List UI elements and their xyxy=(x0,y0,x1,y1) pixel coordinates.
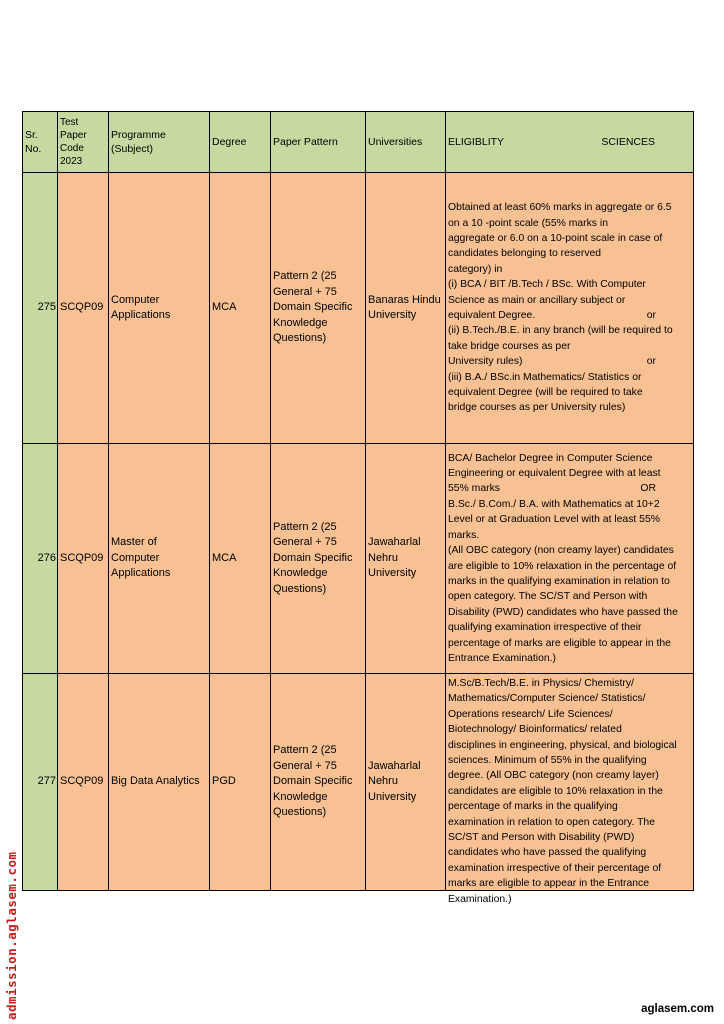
eligibility-line: Level or at Graduation Level with at least 55% xyxy=(448,514,660,526)
eligibility-line: category) in xyxy=(448,263,503,275)
eligibility-connector: or xyxy=(646,356,656,368)
eligibility-line: sciences. Minimum of 55% in the qualifying xyxy=(448,755,647,767)
eligibility-text xyxy=(446,674,694,905)
programme-name: Master of Computer Applications xyxy=(109,444,210,674)
eligibility-line: Engineering or equivalent Degree with at least xyxy=(448,468,661,480)
university: Jawaharlal Nehru University xyxy=(366,444,446,674)
eligibility-connector: or xyxy=(646,310,656,321)
eligibility-line: open category. The SC/ST and Person with xyxy=(448,591,648,603)
eligibility-connector: OR xyxy=(640,483,656,495)
header-sciences-label: SCIENCES xyxy=(601,136,655,148)
eligibility-line: Operations research/ Life Sciences/ xyxy=(448,708,613,720)
eligibility-line: equivalent Degree (will be required to take xyxy=(448,387,643,399)
eligibility-line: M.Sc/B.Tech/B.E. in Physics/ Chemistry/ xyxy=(448,678,634,689)
test-paper-code: SCQP09 xyxy=(58,444,109,674)
eligibility-line: take bridge courses as per xyxy=(448,340,571,352)
university: Jawaharlal Nehru University xyxy=(366,674,446,891)
eligibility-line: on a 10 -point scale (55% marks in xyxy=(448,217,608,229)
paper-pattern: Pattern 2 (25 General + 75 Domain Specific Knowledge Questions) xyxy=(271,173,366,444)
sr-number: 277 xyxy=(23,674,58,891)
eligibility-text xyxy=(446,444,694,674)
header-row xyxy=(23,112,694,173)
eligibility-line: disciplines in engineering, physical, and biological xyxy=(448,739,677,751)
eligibility-line: are eligible to 10% relaxation in the percentage of xyxy=(448,560,677,572)
sr-number: 275 xyxy=(23,173,58,444)
header-paper-pattern: Paper Pattern xyxy=(271,112,366,173)
eligibility-line-text: equivalent Degree. xyxy=(448,310,536,321)
eligibility-line-text: University rules) xyxy=(448,356,523,368)
university: Banaras Hindu University xyxy=(366,173,446,444)
header-programme: Programme (Subject) xyxy=(109,112,210,173)
test-paper-code: SCQP09 xyxy=(58,173,109,444)
eligibility-line: (All OBC category (non creamy layer) candidates xyxy=(448,545,674,557)
eligibility-line: marks in the qualifying examination in relation to xyxy=(448,575,670,587)
eligibility-text xyxy=(446,173,694,444)
eligibility-line-text: 55% marks xyxy=(448,483,500,495)
programme-name: Big Data Analytics xyxy=(109,674,210,891)
eligibility-line: (i) BCA / BIT /B.Tech / BSc. With Computer xyxy=(448,279,646,291)
header-universities: Universities xyxy=(366,112,446,173)
eligibility-line: marks are eligible to appear in the Entrance xyxy=(448,878,649,890)
watermark-text: admission.aglasem.com xyxy=(4,851,19,1020)
eligibility-line: Disability (PWD) candidates who have passed the xyxy=(448,606,678,618)
eligibility-line: candidates belonging to reserved xyxy=(448,248,602,260)
eligibility-line: BCA/ Bachelor Degree in Computer Science xyxy=(448,452,653,464)
programme-name: Computer Applications xyxy=(109,173,210,444)
degree: MCA xyxy=(210,173,271,444)
degree: PGD xyxy=(210,674,271,891)
eligibility-line: Mathematics/Computer Science/ Statistics/ xyxy=(448,693,646,705)
header-eligibility-label: ELIGIBLITY xyxy=(448,136,505,148)
eligibility-line xyxy=(448,481,691,496)
eligibility-line xyxy=(448,354,691,369)
eligibility-line: percentage of marks in the qualifying xyxy=(448,801,618,813)
eligibility-line: (iii) B.A./ BSc.in Mathematics/ Statistics or xyxy=(448,371,642,383)
eligibility-line: degree. (All OBC category (non creamy layer) xyxy=(448,770,659,782)
eligibility-line: SC/ST and Person with Disability (PWD) xyxy=(448,832,635,844)
header-eligibility xyxy=(446,112,694,173)
table-row xyxy=(23,674,694,891)
eligibility-line: Examination.) xyxy=(448,893,512,905)
eligibility-line: examination irrespective of their percentage of xyxy=(448,862,662,874)
footer-brand: aglasem.com xyxy=(641,1003,714,1015)
table-row xyxy=(23,444,694,674)
header-degree: Degree xyxy=(210,112,271,173)
table-row xyxy=(23,173,694,444)
test-paper-code: SCQP09 xyxy=(58,674,109,891)
paper-pattern: Pattern 2 (25 General + 75 Domain Specific Knowledge Questions) xyxy=(271,674,366,891)
eligibility-line: B.Sc./ B.Com./ B.A. with Mathematics at 10+2 xyxy=(448,498,660,510)
eligibility-line: bridge courses as per University rules) xyxy=(448,402,626,414)
eligibility-line: percentage of marks are eligible to appear in the xyxy=(448,637,671,649)
eligibility-line: candidates are eligible to 10% relaxation in the xyxy=(448,785,663,797)
eligibility-line xyxy=(448,308,691,323)
paper-pattern: Pattern 2 (25 General + 75 Domain Specific Knowledge Questions) xyxy=(271,444,366,674)
sr-number: 276 xyxy=(23,444,58,674)
eligibility-line: Entrance Examination.) xyxy=(448,652,557,664)
header-sr-no: Sr. No. xyxy=(23,112,58,173)
eligibility-line: qualifying examination irrespective of their xyxy=(448,622,642,634)
eligibility-line: Biotechnology/ Bioinformatics/ related xyxy=(448,724,622,736)
eligibility-table xyxy=(22,111,694,905)
eligibility-line: marks. xyxy=(448,529,480,541)
eligibility-line: examination in relation to open category. The xyxy=(448,816,655,828)
eligibility-line: Science as main or ancillary subject or xyxy=(448,294,626,306)
watermark xyxy=(2,830,19,1020)
eligibility-line: (ii) B.Tech./B.E. in any branch (will be required to xyxy=(448,325,673,337)
degree: MCA xyxy=(210,444,271,674)
eligibility-line: Obtained at least 60% marks in aggregate or 6.5 xyxy=(448,202,672,214)
header-test-paper-code: Test Paper Code 2023 xyxy=(58,112,109,173)
eligibility-line: aggregate or 6.0 on a 10-point scale in case of xyxy=(448,232,663,244)
eligibility-line: candidates who have passed the qualifying xyxy=(448,847,647,859)
